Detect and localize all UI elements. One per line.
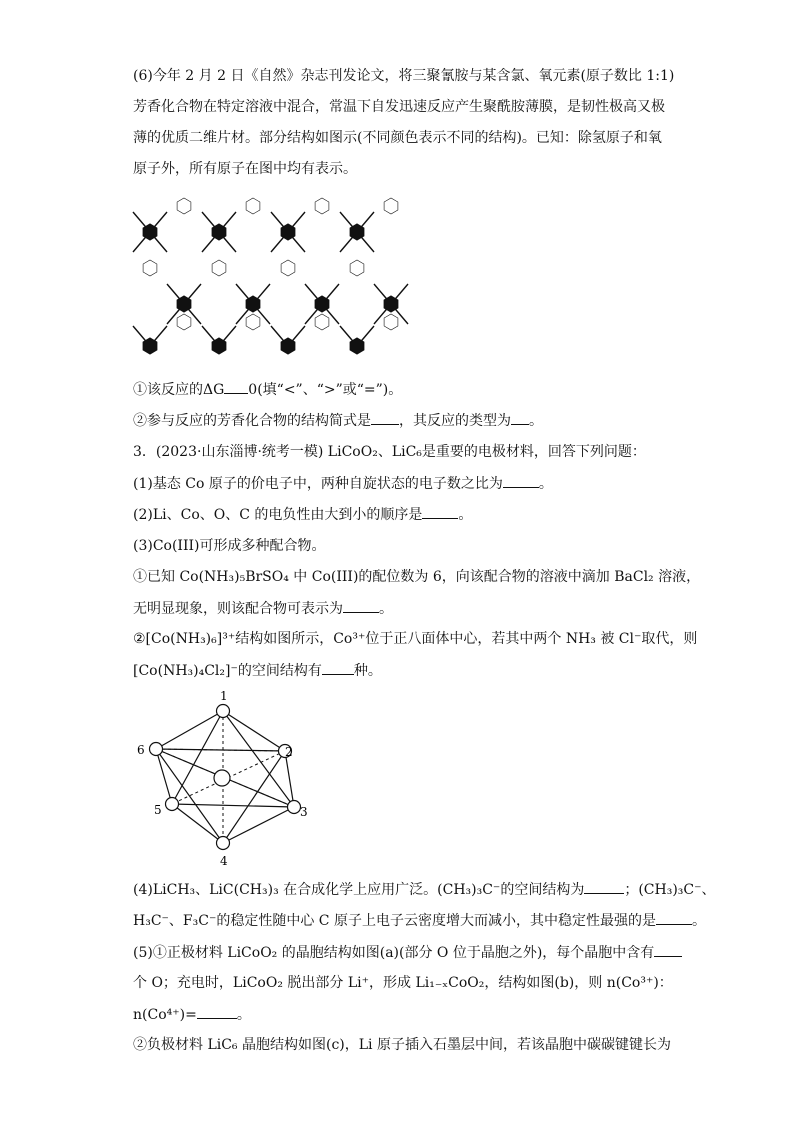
answer-blank[interactable] xyxy=(197,1004,237,1019)
black-ring xyxy=(350,224,364,240)
answer-blank[interactable] xyxy=(422,504,458,519)
white-ring xyxy=(315,314,329,330)
label-4: 4 xyxy=(220,854,228,868)
black-ring xyxy=(384,296,398,312)
white-ring xyxy=(246,198,260,214)
sub-question-3a-line2: 无明显现象，则该配合物可表示为 。 xyxy=(133,598,393,619)
white-ring xyxy=(384,198,398,214)
p6-line3: 薄的优质二维片材。部分结构如图示(不同颜色表示不同的结构)。已知：除氢原子和氧 xyxy=(133,130,662,146)
white-ring xyxy=(143,260,157,276)
p6-line1: (6)今年 2 月 2 日《自然》杂志刊发论文，将三聚氰胺与某含氯、氧元素(原子数比 1:1) xyxy=(133,68,675,84)
octahedron-figure xyxy=(132,688,312,868)
answer-blank[interactable] xyxy=(343,598,379,613)
p6-line2: 芳香化合物在特定溶液中混合，常温下自发迅速反应产生聚酰胺薄膜，是韧性极高又极 xyxy=(133,99,665,115)
white-ring xyxy=(246,314,260,330)
black-ring xyxy=(143,338,157,354)
black-ring xyxy=(212,338,226,354)
question-delta-g: ①该反应的ΔG 0(填“<”、“>”或“=”)。 xyxy=(133,379,402,400)
label-2: 2 xyxy=(285,745,293,759)
center-atom xyxy=(214,770,230,786)
vertex-1 xyxy=(217,705,230,718)
sub-question-3b-line1: ②[Co(NH₃)₆]³⁺结构如图所示，Co³⁺位于正八面体中心，若其中两个 NH₃ 被 Cl⁻取代，则 xyxy=(133,631,698,647)
sub-question-1: (1)基态 Co 原子的价电子中，两种自旋状态的电子数之比为 。 xyxy=(133,473,553,494)
black-ring xyxy=(281,224,295,240)
label-6: 6 xyxy=(137,743,145,757)
question-3-title: 3．(2023·山东淄博·统考一模) LiCoO₂、LiC₆是重要的电极材料，回答下列问题： xyxy=(133,444,646,460)
label-5: 5 xyxy=(154,803,162,817)
white-ring xyxy=(281,260,295,276)
black-ring xyxy=(315,296,329,312)
sub-question-4-line1: (4)LiCH₃、LiC(CH₃)₃ 在合成化学上应用广泛。(CH₃)₃C⁻的空间结构为 ；(CH₃)₃C⁻、 xyxy=(133,879,716,900)
black-ring xyxy=(212,224,226,240)
black-ring xyxy=(177,296,191,312)
label-1: 1 xyxy=(220,689,228,703)
answer-blank[interactable] xyxy=(371,410,399,425)
polyamide-structure-figure xyxy=(128,188,418,363)
label-3: 3 xyxy=(300,805,308,819)
sub-question-5-line4: ②负极材料 LiC₆ 晶胞结构如图(c)，Li 原子插入石墨层中间，若该晶胞中碳碳键键长为 xyxy=(133,1037,671,1053)
vertex-4 xyxy=(217,837,230,850)
vertex-5 xyxy=(166,798,179,811)
sub-question-3: (3)Co(III)可形成多种配合物。 xyxy=(133,538,326,554)
white-ring xyxy=(212,260,226,276)
question-aromatic-compound: ②参与反应的芳香化合物的结构简式是 ，其反应的类型为 。 xyxy=(133,410,543,431)
sub-question-4-line2: H₃C⁻、F₃C⁻的稳定性随中心 C 原子上电子云密度增大而减小，其中稳定性最强的是 。 xyxy=(133,910,706,931)
answer-blank[interactable] xyxy=(224,379,248,394)
sub-question-2: (2)Li、Co、O、C 的电负性由大到小的顺序是 。 xyxy=(133,504,472,525)
white-ring xyxy=(177,314,191,330)
answer-blank[interactable] xyxy=(584,879,624,894)
black-ring xyxy=(246,296,260,312)
white-ring xyxy=(384,314,398,330)
answer-blank[interactable] xyxy=(656,910,692,925)
sub-question-3b-line2: [Co(NH₃)₄Cl₂]⁻的空间结构有 种。 xyxy=(133,660,382,681)
vertex-6 xyxy=(150,743,163,756)
sub-question-3a-line1: ①已知 Co(NH₃)₅BrSO₄ 中 Co(III)的配位数为 6，向该配合物的溶液中滴加 BaCl₂ 溶液， xyxy=(133,569,701,585)
sub-question-5-line3: n(Co⁴⁺)= 。 xyxy=(133,1004,251,1025)
answer-blank[interactable] xyxy=(654,942,682,957)
white-ring xyxy=(177,198,191,214)
p6-line4: 原子外，所有原子在图中均有表示。 xyxy=(133,161,357,177)
answer-blank[interactable] xyxy=(511,410,529,425)
answer-blank[interactable] xyxy=(503,473,539,488)
sub-question-5-line2: 个 O；充电时，LiCoO₂ 脱出部分 Li⁺，形成 Li₁₋ₓCoO₂，结构如图(b)，则 n(Co³⁺)： xyxy=(133,975,673,991)
black-ring xyxy=(281,338,295,354)
white-ring xyxy=(350,260,364,276)
black-ring xyxy=(143,224,157,240)
vertex-3 xyxy=(288,801,301,814)
answer-blank[interactable] xyxy=(322,660,354,675)
white-ring xyxy=(315,198,329,214)
black-ring xyxy=(350,338,364,354)
sub-question-5-line1: (5)①正极材料 LiCoO₂ 的晶胞结构如图(a)(部分 O 位于晶胞之外)，每个晶胞中含有 xyxy=(133,942,682,963)
